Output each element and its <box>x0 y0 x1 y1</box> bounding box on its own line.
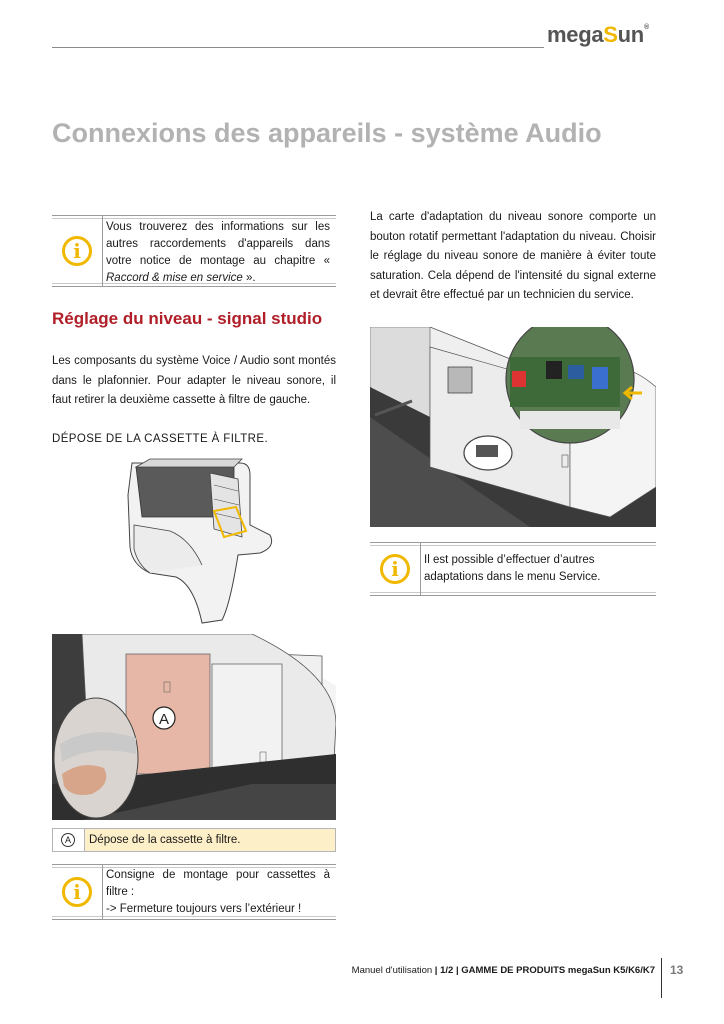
info-box-text: Consigne de montage pour cassettes à filtre : -> Fermeture toujours vers l’extérieur ! <box>106 869 330 915</box>
info-box-mounting-note <box>52 864 336 920</box>
megasun-logo: megaSun® <box>547 22 649 47</box>
section-heading: Réglage du niveau - signal studio <box>52 309 323 328</box>
info-icon: i <box>62 236 92 266</box>
info-box-text: Il est possible d’effectuer d’autres adaptations dans le menu Service. <box>424 554 601 583</box>
info-box-text: Vous trouverez des informations sur les autres raccordements d'appareils dans votre notice de montage au chapitre « Raccord & mise en service ». <box>106 221 330 284</box>
svg-text:A: A <box>158 711 170 728</box>
info-box-service-menu <box>370 542 656 596</box>
caption-text: Dépose de la cassette à filtre. <box>89 834 241 846</box>
footer-text: Manuel d'utilisation | 1/2 | GAMME DE PRODUITS megaSun K5/K6/K7 <box>351 965 655 976</box>
page-number: 13 <box>670 963 684 977</box>
level-adjust-paragraph: La carte d'adaptation du niveau sonore comporte un bouton rotatif permettant l'adaptation du niveau. Choisir le réglage du niveau sonore de manière à éviter toute saturation. Cela dépend de l'intensité du signal externe et devrait être effectué par un technicien du service. <box>370 211 656 301</box>
removal-label: DÉPOSE DE LA CASSETTE À FILTRE. <box>52 433 269 445</box>
caption-letter: A <box>61 833 75 847</box>
page-title: Connexions des appareils - système Audio <box>52 118 602 148</box>
filter-cassette-illustration <box>52 634 336 820</box>
info-icon: i <box>62 877 92 907</box>
info-box-other-connections <box>52 215 336 287</box>
section-intro: Les composants du système Voice / Audio sont montés dans le plafonnier. Pour adapter le niveau sonore, il faut retirer la deuxième cassette à filtre de gauche. <box>52 355 336 406</box>
footer-divider <box>661 958 662 998</box>
audio-board-illustration <box>370 327 656 527</box>
info-icon: i <box>380 554 410 584</box>
header-rule <box>52 47 544 48</box>
ceiling-unit-illustration <box>110 455 282 630</box>
figure-caption <box>52 828 336 852</box>
